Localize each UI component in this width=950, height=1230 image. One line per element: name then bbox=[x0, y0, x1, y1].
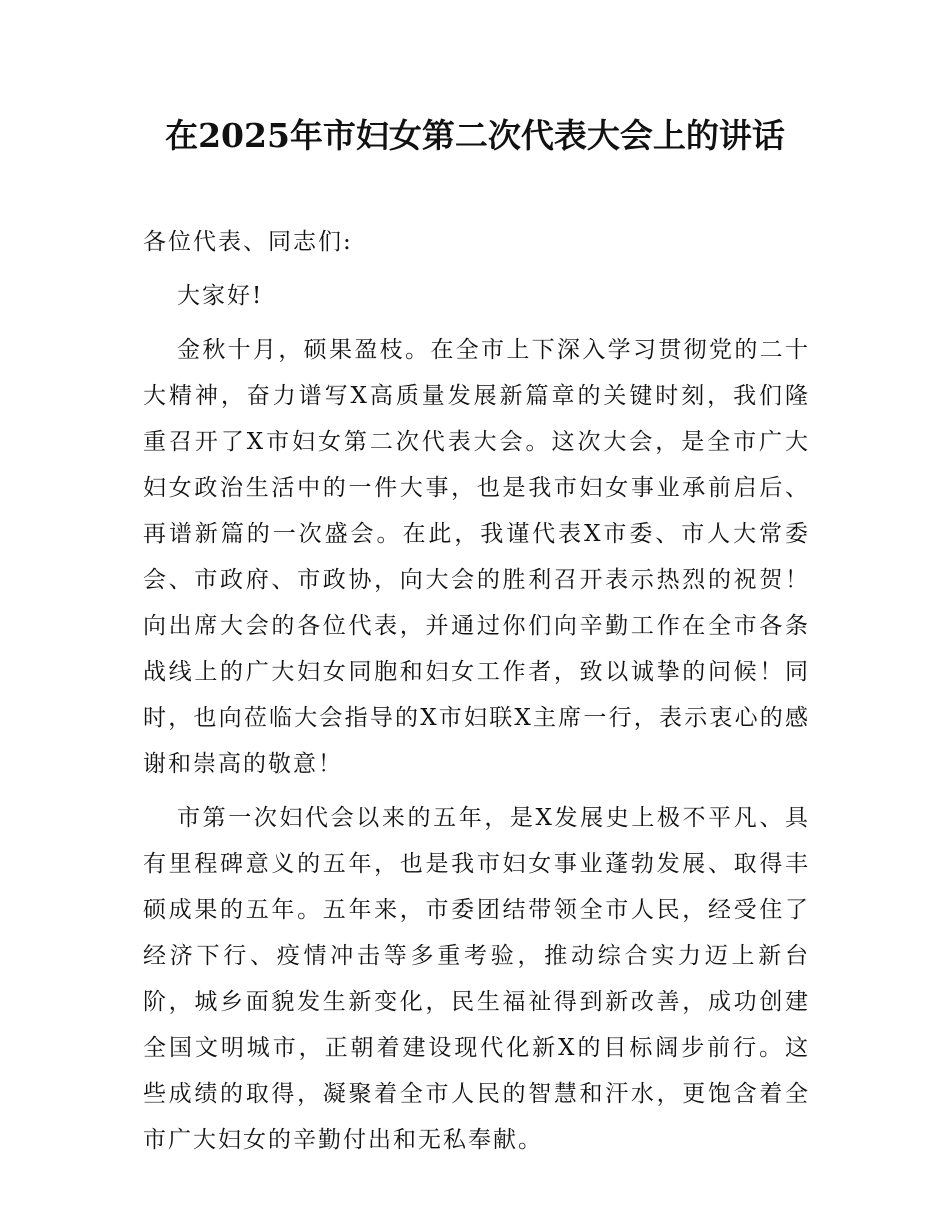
document-title: 在2025年市妇女第二次代表大会上的讲话 bbox=[165, 116, 785, 155]
body-paragraph: 市第一次妇代会以来的五年，是X发展史上极不平凡、具有里程碑意义的五年，也是我市妇女事业蓬勃发展、取得丰硕成果的五年。五年来，市委团结带领全市人民，经受住了经济下行、疫情冲击等多重考验，推动综合实力迈上新台阶，城乡面貌发生新变化，民生福祉得到新改善，成功创建全国文明城市，正朝着建设现代化新X的目标阔步前行。这些成绩的取得，凝聚着全市人民的智慧和汗水，更饱含着全市广大妇女的辛勤付出和无私奉献。 bbox=[143, 805, 810, 1153]
body-paragraph: 金秋十月，硕果盈枝。在全市上下深入学习贯彻党的二十大精神，奋力谱写X高质量发展新篇章的关键时刻，我们隆重召开了X市妇女第二次代表大会。这次大会，是全市广大妇女政治生活中的一件大事，也是我市妇女事业承前启后、再谱新篇的一次盛会。在此，我谨代表X市委、市人大常委会、市政府、市政协，向大会的胜利召开表示热烈的祝贺！向出席大会的各位代表，并通过你们向辛勤工作在全市各条战线上的广大妇女同胞和妇女工作者，致以诚挚的问候！同时，也向莅临大会指导的X市妇联X主席一行，表示衷心的感谢和崇高的敬意！ bbox=[143, 337, 810, 777]
greeting: 大家好! bbox=[177, 283, 264, 309]
salutation: 各位代表、同志们: bbox=[143, 229, 353, 255]
document-body bbox=[143, 219, 810, 1171]
